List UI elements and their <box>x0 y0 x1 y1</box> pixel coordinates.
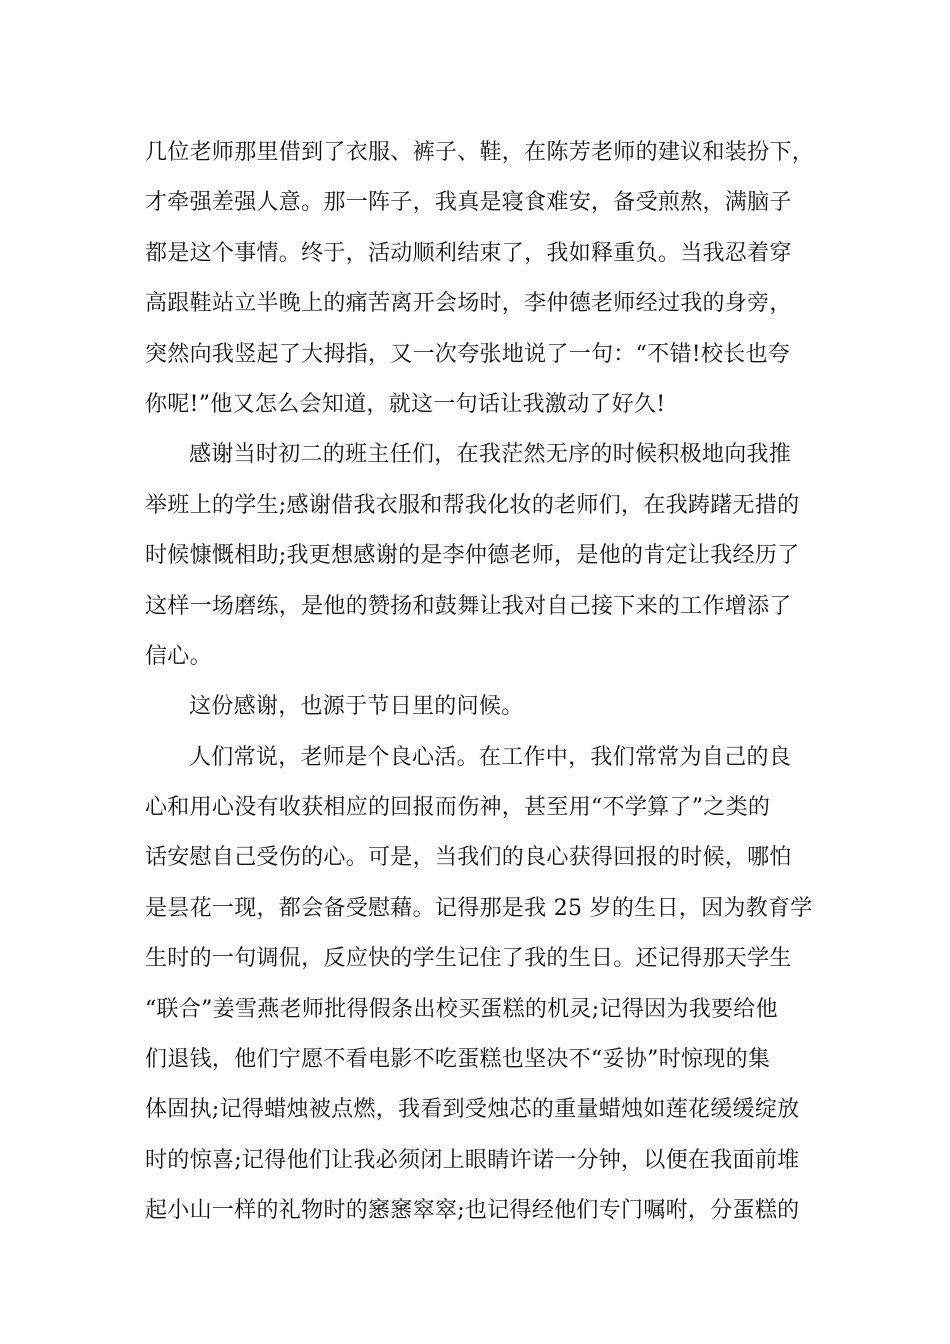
text-line: 起小山一样的礼物时的窸窸窣窣;也记得经他们专门嘱咐，分蛋糕的 <box>145 1198 800 1224</box>
text-line: 心和用心没有收获相应的回报而伤神，甚至用“不学算了”之类的 <box>145 795 771 821</box>
text-line: 人们常说，老师是个良心活。在工作中，我们常常为自己的良 <box>189 744 792 770</box>
body-text <box>145 128 835 1237</box>
text-line: 时候慷慨相助;我更想感谢的是李仲德老师，是他的肯定让我经历了 <box>145 543 800 569</box>
text-line: 时的惊喜;记得他们让我必须闭上眼睛许诺一分钟，以便在我面前堆 <box>145 1147 800 1173</box>
text-line: “联合”姜雪燕老师批得假条出校买蛋糕的机灵;记得因为我要给他 <box>145 996 778 1022</box>
text-line: 话安慰自己受伤的心。可是，当我们的良心获得回报的时候，哪怕 <box>145 845 792 871</box>
text-line: 们退钱，他们宁愿不看电影不吃蛋糕也坚决不“妥协”时惊现的集 <box>145 1047 771 1073</box>
text-line: 这样一场磨练，是他的赞扬和鼓舞让我对自己接下来的工作增添了 <box>145 593 792 619</box>
text-line: 高跟鞋站立半晚上的痛苦离开会场时，李仲德老师经过我的身旁， <box>145 291 792 317</box>
text-line: 体固执;记得蜡烛被点燃，我看到受烛芯的重量蜡烛如莲花缓缓绽放 <box>145 1097 800 1123</box>
text-line: 信心。 <box>145 643 212 669</box>
text-line: 是昙花一现，都会备受慰藉。记得那是我 25 岁的生日，因为教育学 <box>145 895 813 921</box>
text-line: 都是这个事情。终于，活动顺利结束了，我如释重负。当我忍着穿 <box>145 240 792 266</box>
text-line: 几位老师那里借到了衣服、裤子、鞋，在陈芳老师的建议和装扮下， <box>145 140 815 165</box>
text-line: 举班上的学生;感谢借我衣服和帮我化妆的老师们，在我踌躇无措的 <box>145 492 800 518</box>
text-line: 感谢当时初二的班主任们，在我茫然无序的时候积极地向我推 <box>189 442 792 468</box>
text-line: 突然向我竖起了大拇指，又一次夸张地说了一句：“不错!校长也夸 <box>145 341 791 367</box>
text-line: 才牵强差强人意。那一阵子，我真是寝食难安，备受煎熬，满脑子 <box>145 190 792 216</box>
text-line: 你呢!”他又怎么会知道，就这一句话让我激动了好久! <box>145 391 666 417</box>
text-line: 这份感谢，也源于节日里的问候。 <box>189 694 524 720</box>
text-line: 生时的一句调侃，反应快的学生记住了我的生日。还记得那天学生 <box>145 946 792 972</box>
